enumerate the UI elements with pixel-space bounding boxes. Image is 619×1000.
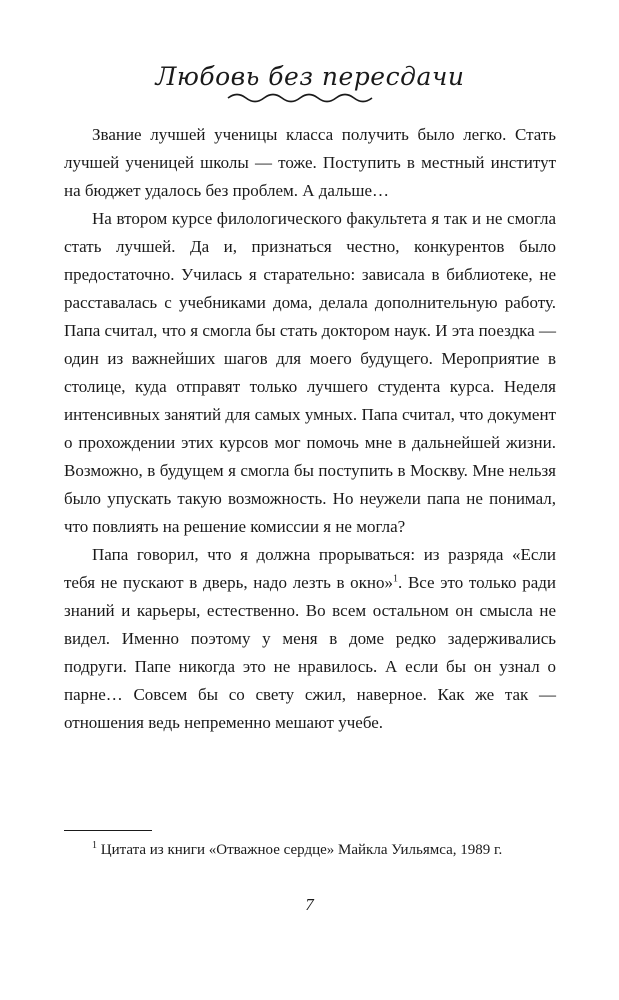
page-number: 7 <box>305 895 314 914</box>
running-header <box>150 58 470 110</box>
footnote-text: Цитата из книги «Отважное сердце» Майкла Уильямса, 1989 г. <box>97 842 503 858</box>
paragraph-3-part-1: Папа говорил, что я должна прорываться: из разряда «Если тебя не пускают в дверь, надо лезть в окно» <box>64 545 556 592</box>
paragraph-3-part-2: . Все это только ради знаний и карьеры, естественно. Во всем остальном он смысла не видел. Именно поэтому у меня в доме редко задерживались подруги. Папе никогда это не нравилось. А если бы он узнал о парне… Совсем бы со свету сжил, наверное. Как же так — отношения ведь непременно мешают учебе. <box>64 573 556 732</box>
paragraph-3 <box>64 541 556 737</box>
body-text <box>64 121 556 737</box>
paragraph-2: На втором курсе филологического факультета я так и не смогла стать лучшей. Да и, признаться честно, конкурентов было предостаточно. Училась я старательно: зависала в библиотеке, не расставалась с учебниками дома, делала дополнительную работу. Папа считал, что я смогла бы стать доктором наук. И эта поездка — один из важнейших шагов для моего будущего. Мероприятие в столице, куда отправят только лучшего студента курса. Неделя интенсивных занятий для самых умных. Папа считал, что документ о прохождении этих курсов мог помочь мне в дальнейшей жизни. Возможно, в будущем я смогла бы поступить в Москву. Мне нельзя было упускать такую возможность. Но неужели папа не понимал, что повлиять на решение комиссии я не могла? <box>64 209 556 536</box>
footnote <box>64 836 556 864</box>
header-title: Любовь без пересдачи <box>155 62 465 91</box>
paragraph-1: Звание лучшей ученицы класса получить было легко. Стать лучшей ученицей школы — тоже. Поступить в местный институт на бюджет удалось без проблем. А дальше… <box>64 125 556 200</box>
footnote-reference: 1 <box>393 573 399 585</box>
footnote-mark: 1 <box>92 840 97 851</box>
footnote-divider <box>64 830 152 831</box>
wave-underline-icon <box>150 58 470 110</box>
